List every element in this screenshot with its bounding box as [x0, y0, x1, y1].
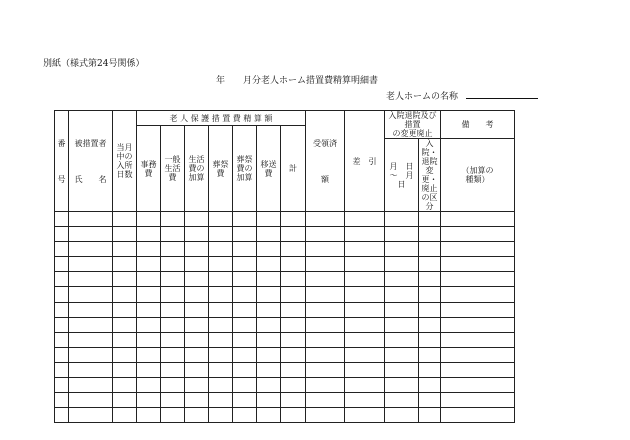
transfer-cell[interactable]	[257, 242, 281, 257]
remarks-cell[interactable]	[441, 257, 515, 272]
received-cell[interactable]	[306, 393, 345, 408]
table-row	[55, 408, 515, 423]
funeral-addition-cell[interactable]	[233, 302, 257, 317]
days-cell[interactable]	[113, 317, 137, 332]
funeral-cell[interactable]	[209, 242, 233, 257]
difference-cell[interactable]	[345, 257, 385, 272]
office-expense-cell[interactable]	[137, 332, 161, 347]
total-cell[interactable]	[281, 347, 306, 362]
transfer-cell[interactable]	[257, 332, 281, 347]
change-category-cell[interactable]	[419, 347, 441, 362]
living-addition-cell[interactable]	[185, 317, 209, 332]
living-addition-cell[interactable]	[185, 257, 209, 272]
table-row	[55, 317, 515, 332]
remarks-cell[interactable]	[441, 227, 515, 242]
admission-group-header: 入院退院及び措置 の変更廃止	[385, 111, 441, 139]
funeral-addition-cell[interactable]	[233, 393, 257, 408]
funeral-header: 葬祭 費	[209, 126, 233, 212]
general-living-cell[interactable]	[161, 257, 185, 272]
living-addition-cell[interactable]	[185, 362, 209, 377]
office-expense-cell[interactable]	[137, 212, 161, 227]
remarks-cell[interactable]	[441, 302, 515, 317]
transfer-cell[interactable]	[257, 347, 281, 362]
number-cell[interactable]	[55, 302, 69, 317]
number-cell[interactable]	[55, 227, 69, 242]
funeral-addition-cell[interactable]	[233, 287, 257, 302]
living-addition-cell[interactable]	[185, 212, 209, 227]
table-row	[55, 378, 515, 393]
number-cell[interactable]	[55, 362, 69, 377]
number-cell[interactable]	[55, 393, 69, 408]
difference-cell[interactable]	[345, 393, 385, 408]
living-addition-cell[interactable]	[185, 332, 209, 347]
office-expense-cell[interactable]	[137, 242, 161, 257]
number-cell[interactable]	[55, 287, 69, 302]
funeral-cell[interactable]	[209, 332, 233, 347]
table-row	[55, 257, 515, 272]
total-cell[interactable]	[281, 362, 306, 377]
table-row	[55, 242, 515, 257]
table-row	[55, 362, 515, 377]
table-body	[55, 212, 515, 423]
table-header	[55, 111, 515, 212]
table-row	[55, 287, 515, 302]
funeral-addition-header: 葬祭 費の 加算	[233, 126, 257, 212]
received-cell[interactable]	[306, 408, 345, 423]
total-cell[interactable]	[281, 302, 306, 317]
general-living-cell[interactable]	[161, 317, 185, 332]
total-cell[interactable]	[281, 393, 306, 408]
general-living-header: 一般 生活 費	[161, 126, 185, 212]
change-category-header: 入院・退院 変更・廃止 の区分	[419, 139, 441, 212]
date-range-cell[interactable]	[385, 257, 419, 272]
days-header: 当月 中の 入所 日数	[113, 111, 137, 212]
remarks-cell[interactable]	[441, 272, 515, 287]
funeral-cell[interactable]	[209, 287, 233, 302]
number-cell[interactable]	[55, 272, 69, 287]
remarks-cell[interactable]	[441, 332, 515, 347]
date-range-cell[interactable]	[385, 317, 419, 332]
date-range-cell[interactable]	[385, 408, 419, 423]
funeral-cell[interactable]	[209, 302, 233, 317]
person-name-cell[interactable]	[69, 317, 113, 332]
days-cell[interactable]	[113, 257, 137, 272]
date-range-cell[interactable]	[385, 227, 419, 242]
days-cell[interactable]	[113, 302, 137, 317]
office-expense-header: 事務 費	[137, 126, 161, 212]
change-category-cell[interactable]	[419, 393, 441, 408]
days-cell[interactable]	[113, 347, 137, 362]
general-living-cell[interactable]	[161, 227, 185, 242]
date-range-cell[interactable]	[385, 393, 419, 408]
table-row	[55, 302, 515, 317]
date-range-cell[interactable]	[385, 378, 419, 393]
funeral-addition-cell[interactable]	[233, 347, 257, 362]
change-category-cell[interactable]	[419, 272, 441, 287]
general-living-cell[interactable]	[161, 212, 185, 227]
number-cell[interactable]	[55, 242, 69, 257]
person-name-cell[interactable]	[69, 257, 113, 272]
date-range-cell[interactable]	[385, 302, 419, 317]
general-living-cell[interactable]	[161, 362, 185, 377]
office-expense-cell[interactable]	[137, 317, 161, 332]
living-addition-cell[interactable]	[185, 378, 209, 393]
difference-cell[interactable]	[345, 332, 385, 347]
date-range-cell[interactable]	[385, 287, 419, 302]
difference-cell[interactable]	[345, 378, 385, 393]
general-living-cell[interactable]	[161, 408, 185, 423]
transfer-cell[interactable]	[257, 378, 281, 393]
date-range-cell[interactable]	[385, 362, 419, 377]
remarks-cell[interactable]	[441, 408, 515, 423]
difference-cell[interactable]	[345, 317, 385, 332]
remarks-cell[interactable]	[441, 362, 515, 377]
total-cell[interactable]	[281, 287, 306, 302]
number-cell[interactable]	[55, 378, 69, 393]
office-expense-cell[interactable]	[137, 272, 161, 287]
funeral-addition-cell[interactable]	[233, 272, 257, 287]
transfer-cell[interactable]	[257, 362, 281, 377]
remarks-header: 備 考	[441, 111, 515, 139]
transfer-cell[interactable]	[257, 272, 281, 287]
days-cell[interactable]	[113, 242, 137, 257]
transfer-cell[interactable]	[257, 212, 281, 227]
total-cell[interactable]	[281, 227, 306, 242]
settlement-table	[54, 110, 515, 423]
living-addition-cell[interactable]	[185, 272, 209, 287]
total-cell[interactable]	[281, 257, 306, 272]
table-row	[55, 332, 515, 347]
remarks-cell[interactable]	[441, 317, 515, 332]
received-cell[interactable]	[306, 272, 345, 287]
office-expense-cell[interactable]	[137, 302, 161, 317]
person-name-cell[interactable]	[69, 378, 113, 393]
office-expense-cell[interactable]	[137, 378, 161, 393]
funeral-cell[interactable]	[209, 347, 233, 362]
transfer-cell[interactable]	[257, 287, 281, 302]
living-addition-cell[interactable]	[185, 347, 209, 362]
received-cell[interactable]	[306, 242, 345, 257]
funeral-cell[interactable]	[209, 393, 233, 408]
transfer-cell[interactable]	[257, 302, 281, 317]
table-row	[55, 212, 515, 227]
remarks-cell[interactable]	[441, 212, 515, 227]
total-header: 計	[281, 126, 306, 212]
days-cell[interactable]	[113, 393, 137, 408]
funeral-cell[interactable]	[209, 257, 233, 272]
difference-cell[interactable]	[345, 212, 385, 227]
office-expense-cell[interactable]	[137, 408, 161, 423]
date-range-cell[interactable]	[385, 332, 419, 347]
remarks-cell[interactable]	[441, 287, 515, 302]
living-addition-header: 生活 費の 加算	[185, 126, 209, 212]
change-category-cell[interactable]	[419, 242, 441, 257]
person-name-cell[interactable]	[69, 287, 113, 302]
person-name-cell[interactable]	[69, 302, 113, 317]
total-cell[interactable]	[281, 408, 306, 423]
funeral-addition-cell[interactable]	[233, 212, 257, 227]
difference-cell[interactable]	[345, 408, 385, 423]
funeral-addition-cell[interactable]	[233, 242, 257, 257]
number-cell[interactable]	[55, 347, 69, 362]
difference-cell[interactable]	[345, 347, 385, 362]
funeral-cell[interactable]	[209, 227, 233, 242]
table-row	[55, 393, 515, 408]
transfer-cell[interactable]	[257, 227, 281, 242]
transfer-cell[interactable]	[257, 257, 281, 272]
difference-cell[interactable]	[345, 242, 385, 257]
received-cell[interactable]	[306, 302, 345, 317]
living-addition-cell[interactable]	[185, 287, 209, 302]
funeral-addition-cell[interactable]	[233, 378, 257, 393]
total-cell[interactable]	[281, 272, 306, 287]
date-range-cell[interactable]	[385, 272, 419, 287]
living-addition-cell[interactable]	[185, 393, 209, 408]
form-reference: 別紙（様式第24号関係）	[43, 59, 145, 69]
total-cell[interactable]	[281, 378, 306, 393]
funeral-addition-cell[interactable]	[233, 408, 257, 423]
remarks-cell[interactable]	[441, 393, 515, 408]
change-category-cell[interactable]	[419, 302, 441, 317]
total-cell[interactable]	[281, 242, 306, 257]
office-expense-cell[interactable]	[137, 362, 161, 377]
office-expense-cell[interactable]	[137, 347, 161, 362]
days-cell[interactable]	[113, 378, 137, 393]
funeral-addition-cell[interactable]	[233, 362, 257, 377]
date-range-cell[interactable]	[385, 242, 419, 257]
change-category-cell[interactable]	[419, 287, 441, 302]
difference-cell[interactable]	[345, 302, 385, 317]
number-cell[interactable]	[55, 257, 69, 272]
office-expense-cell[interactable]	[137, 257, 161, 272]
change-category-cell[interactable]	[419, 408, 441, 423]
general-living-cell[interactable]	[161, 287, 185, 302]
person-name-cell[interactable]	[69, 332, 113, 347]
date-range-cell[interactable]	[385, 212, 419, 227]
number-cell[interactable]	[55, 332, 69, 347]
living-addition-cell[interactable]	[185, 302, 209, 317]
office-expense-cell[interactable]	[137, 393, 161, 408]
total-cell[interactable]	[281, 332, 306, 347]
transfer-cell[interactable]	[257, 408, 281, 423]
funeral-cell[interactable]	[209, 317, 233, 332]
received-cell[interactable]	[306, 212, 345, 227]
days-cell[interactable]	[113, 227, 137, 242]
funeral-cell[interactable]	[209, 272, 233, 287]
difference-header: 差 引	[345, 111, 385, 212]
funeral-cell[interactable]	[209, 378, 233, 393]
page-title: 年 月分老人ホーム措置費精算明細書	[216, 76, 379, 86]
table-row	[55, 227, 515, 242]
general-living-cell[interactable]	[161, 332, 185, 347]
funeral-addition-cell[interactable]	[233, 227, 257, 242]
remarks-cell[interactable]	[441, 242, 515, 257]
total-cell[interactable]	[281, 317, 306, 332]
number-cell[interactable]	[55, 408, 69, 423]
funeral-addition-cell[interactable]	[233, 332, 257, 347]
general-living-cell[interactable]	[161, 242, 185, 257]
received-cell[interactable]	[306, 332, 345, 347]
date-range-cell[interactable]	[385, 347, 419, 362]
person-name-cell[interactable]	[69, 362, 113, 377]
funeral-addition-cell[interactable]	[233, 317, 257, 332]
received-header: 受領済 額	[306, 111, 345, 212]
person-name-cell[interactable]	[69, 272, 113, 287]
received-cell[interactable]	[306, 317, 345, 332]
change-category-cell[interactable]	[419, 257, 441, 272]
received-cell[interactable]	[306, 378, 345, 393]
general-living-cell[interactable]	[161, 393, 185, 408]
remarks-sub-header: （加算の 種類）	[441, 139, 515, 212]
facility-name-field[interactable]	[466, 98, 538, 99]
days-cell[interactable]	[113, 287, 137, 302]
person-name-cell[interactable]	[69, 227, 113, 242]
received-cell[interactable]	[306, 347, 345, 362]
person-name-cell[interactable]	[69, 212, 113, 227]
change-category-cell[interactable]	[419, 362, 441, 377]
general-living-cell[interactable]	[161, 347, 185, 362]
funeral-cell[interactable]	[209, 408, 233, 423]
number-header: 番 号	[55, 111, 69, 212]
transfer-cell[interactable]	[257, 317, 281, 332]
days-cell[interactable]	[113, 362, 137, 377]
general-living-cell[interactable]	[161, 378, 185, 393]
transfer-header: 移送 費	[257, 126, 281, 212]
difference-cell[interactable]	[345, 272, 385, 287]
difference-cell[interactable]	[345, 362, 385, 377]
funeral-cell[interactable]	[209, 362, 233, 377]
change-category-cell[interactable]	[419, 227, 441, 242]
received-cell[interactable]	[306, 257, 345, 272]
received-cell[interactable]	[306, 227, 345, 242]
person-name-cell[interactable]	[69, 242, 113, 257]
change-category-cell[interactable]	[419, 317, 441, 332]
living-addition-cell[interactable]	[185, 227, 209, 242]
funeral-addition-cell[interactable]	[233, 257, 257, 272]
number-cell[interactable]	[55, 317, 69, 332]
days-cell[interactable]	[113, 212, 137, 227]
facility-name-label: 老人ホームの名称	[386, 92, 459, 102]
living-addition-cell[interactable]	[185, 242, 209, 257]
date-range-header: 月 日 ～ 月 日	[385, 139, 419, 212]
expense-group-header: 老 人 保 護 措 置 費 精 算 額	[137, 111, 306, 126]
total-cell[interactable]	[281, 212, 306, 227]
received-cell[interactable]	[306, 362, 345, 377]
general-living-cell[interactable]	[161, 272, 185, 287]
person-name-cell[interactable]	[69, 393, 113, 408]
difference-cell[interactable]	[345, 287, 385, 302]
change-category-cell[interactable]	[419, 378, 441, 393]
difference-cell[interactable]	[345, 227, 385, 242]
office-expense-cell[interactable]	[137, 227, 161, 242]
table-row	[55, 272, 515, 287]
remarks-cell[interactable]	[441, 378, 515, 393]
remarks-cell[interactable]	[441, 347, 515, 362]
table-row	[55, 347, 515, 362]
person-name-cell[interactable]	[69, 347, 113, 362]
days-cell[interactable]	[113, 408, 137, 423]
funeral-cell[interactable]	[209, 212, 233, 227]
person-name-header: 被措置者 氏 名	[69, 111, 113, 212]
general-living-cell[interactable]	[161, 302, 185, 317]
office-expense-cell[interactable]	[137, 287, 161, 302]
days-cell[interactable]	[113, 332, 137, 347]
transfer-cell[interactable]	[257, 393, 281, 408]
living-addition-cell[interactable]	[185, 408, 209, 423]
person-name-cell[interactable]	[69, 408, 113, 423]
change-category-cell[interactable]	[419, 332, 441, 347]
number-cell[interactable]	[55, 212, 69, 227]
days-cell[interactable]	[113, 272, 137, 287]
received-cell[interactable]	[306, 287, 345, 302]
change-category-cell[interactable]	[419, 212, 441, 227]
